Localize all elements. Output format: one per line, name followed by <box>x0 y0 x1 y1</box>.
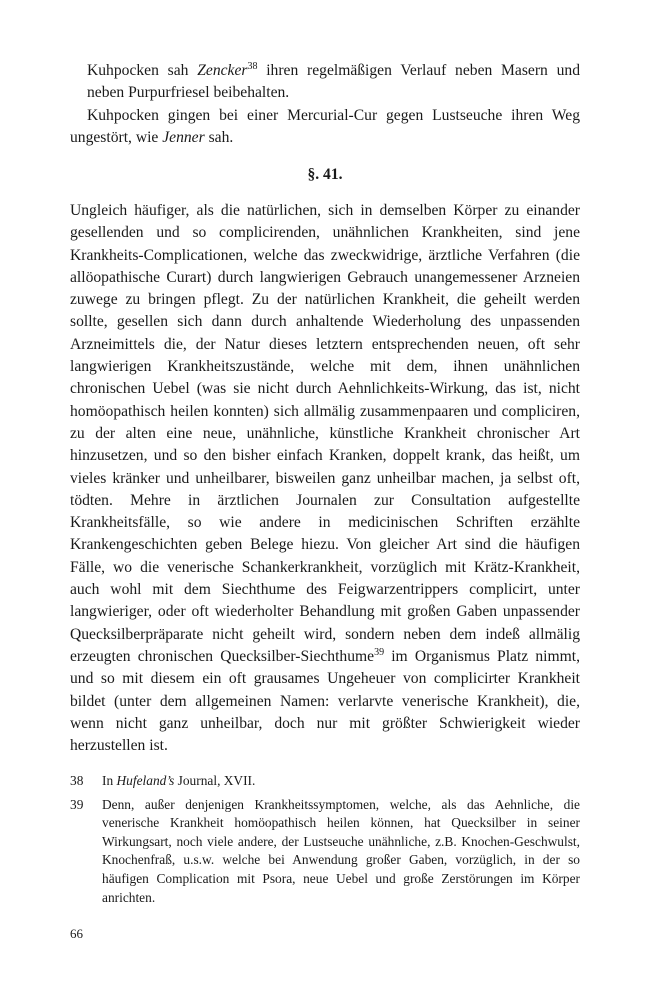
footnote-number: 39 <box>70 796 84 812</box>
intro-paragraphs <box>70 60 580 149</box>
paragraph-zencker: Kuhpocken sah Zencker$^{38}$ ihren regelmäßigen Verlauf neben Masern und neben Purpurfriesel beibehalten. <box>87 61 580 102</box>
footnote-ref-38[interactable]: 38 <box>247 61 258 72</box>
footnote-number: 38 <box>70 773 84 788</box>
footnotes <box>70 772 580 912</box>
footnote-39 <box>70 796 580 908</box>
author-name-zencker: Zencker <box>197 62 248 79</box>
main-text <box>70 200 580 757</box>
section-heading: §. 41. <box>307 166 343 183</box>
author-name-jenner: Jenner <box>162 128 205 146</box>
footnote-text: Denn, außer denjenigen Krankheitssymptomen, welche, als das Aehnliche, die venerische Krankheit homöopathisch heilen können, hat Quecksilber in seiner Wirkungsart, noch viele andere, der Lustseuche unähnliche, z.B. Knochen-Geschwulst, Knochenfraß, u.s.w. welche bei Anwendung großer Gaben, vorzüglich, in der so häufigen Complication mit Psora, neue Uebel und große Zerstörungen im Körper anrichten. <box>102 796 580 905</box>
footnote-ref-39[interactable]: 39 <box>374 646 385 658</box>
paragraph-section-41: Ungleich häufiger, als die natürlichen, sich in demselben Körper zu einander gesellenden und so complicirenden, unähnlichen Krankheiten, sind jene Krankheits-Complicationen, welche das zweckwidrige, ärztliche Verfahren (die allöopathische Curart) durch langwierigen Gebrauch unangemessener Arzneien zuwege zu bringen pflegt. Zu der natürlichen Krankheit, die geheilt werden sollte, gesellen sich dann durch anhaltende Wiederholung des unpassenden Arzneimittels die, der Natur dieses letztern entsprechenden neuen, oft sehr langwierigen Krankheitszustände, welche mit dem, ihnen unähnlichen chronischen Uebel (was sie nicht durch Aehnlichkeits-Wirkung, das ist, nicht homöopathisch heilen konnten) sich allmälig zusammenpaaren und compliciren, zu der alten eine neue, unähnliche, künstliche Krankheit chronischer Art hinzusetzen, und so den bisher einfach Kranken, doppelt krank, das heißt, um vieles kränker und unheilbarer, bisweilen ganz unheilbar machen, ja selbst oft, tödten. Mehre in ärztlichen Journalen zur Consultation aufgestellte Krankheitsfälle, so wie andere in medicinischen Schriften erzählte Krankengeschichten geben Belege hiezu. Von gleicher Art sind die häufigen Fälle, wo die venerische Schankerkrankheit, vorzüglich mit Krätz-Krankheit, auch wohl mit dem Siechthume des Feigwarzentrippers complicirt, unter langwieriger, oder oft wiederholter Behandlung mit großen Gaben unpassender Quecksilberpräparate nicht geheilt wird, sondern neben dem indeß allmälig erzeugten chronischen Quecksilber-Siechthume$^{39}$ im Organismus Platz nimmt, und so mit diesem ein oft grausames Ungeheuer von complicirter Krankheit bildet (unter dem allgemeinen Namen: verlarvte venerische Krankheit), die, wenn nicht ganz unheilbar, doch nur mit größter Schwierigkeit wieder herzustellen ist. <box>70 202 580 755</box>
footnote-text: In Hufeland’s Journal, XVII. <box>102 773 256 788</box>
page-number: 66 <box>70 926 83 941</box>
paragraph-jenner: Kuhpocken gingen bei einer Mercurial-Cur gegen Lustseuche ihren Weg ungestört, wie Jenner sah. <box>70 106 580 146</box>
footnote-38 <box>70 772 580 791</box>
